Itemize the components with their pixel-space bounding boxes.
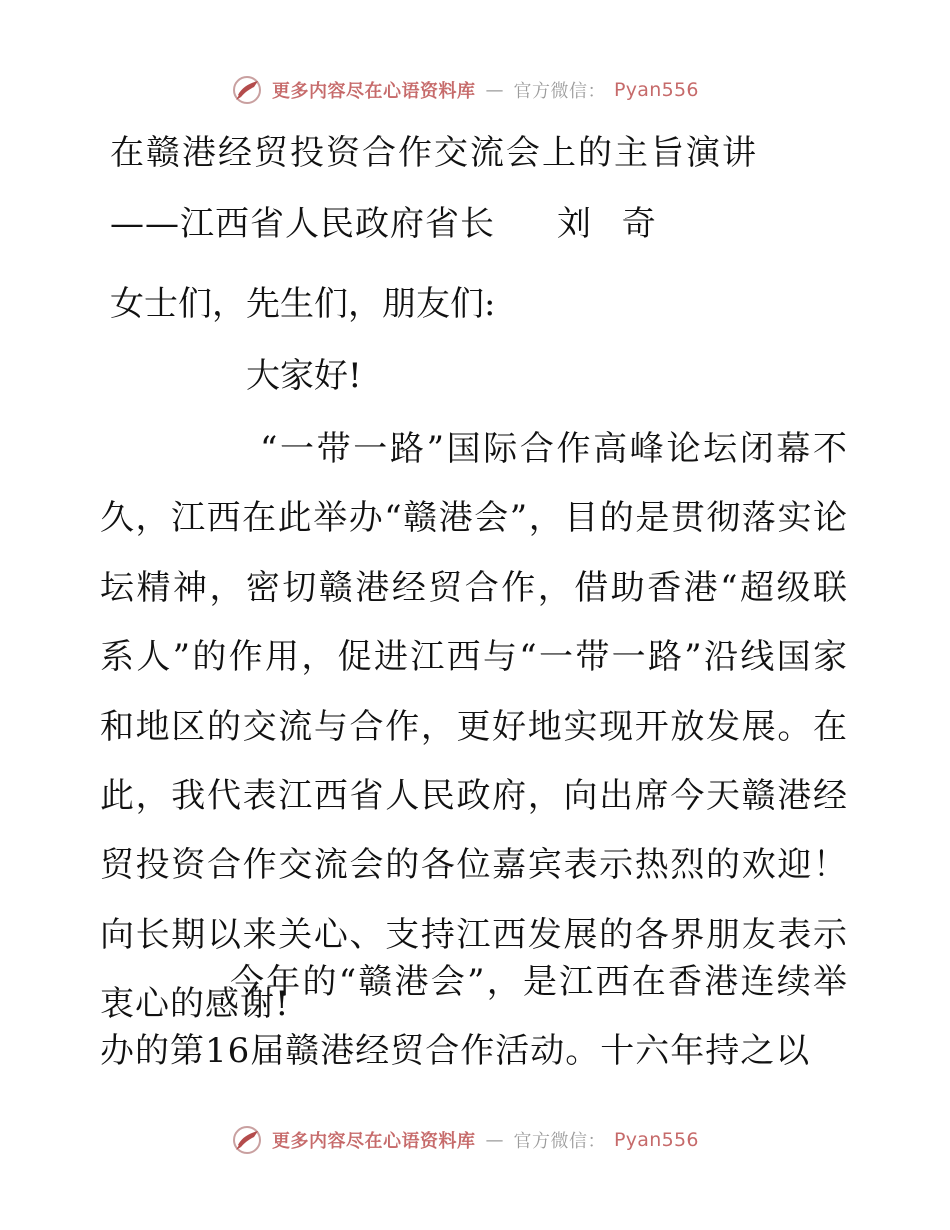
watermark-wechat-id: Pyan556 (614, 79, 699, 101)
watermark-sub-text: 官方微信： (513, 1131, 606, 1152)
document-title: 在赣港经贸投资合作交流会上的主旨演讲 (110, 133, 758, 173)
speaker-byline (110, 196, 666, 245)
watermark-wechat-id: Pyan556 (614, 1129, 699, 1151)
paragraph-2: 今年的“赣港会”，是江西在香港连续举办的第16届赣港经贸合作活动。十六年持之以 (100, 962, 848, 1072)
byline-prefix: ——江西省人民政府省长 (110, 204, 495, 244)
salutation: 女士们，先生们，朋友们: (110, 284, 496, 324)
greeting: 大家好! (246, 356, 362, 396)
watermark-dash: — (485, 79, 504, 101)
speaker-name: 刘 奇 (557, 204, 666, 244)
watermark-sub-text: 官方微信： (513, 81, 606, 102)
footer-watermark (230, 1120, 750, 1160)
paragraph-1: “一带一路”国际合作高峰论坛闭幕不久，江西在此举办“赣港会”，目的是贯彻落实论坛精神，密切赣港经贸合作，借助香港“超级联系人”的作用，促进江西与“一带一路”沿线国家和地区的交流与合作，更好地实现开放发展。在此，我代表江西省人民政府，向出席今天赣港经贸投资合作交流会的各位嘉宾表示热烈的欢迎！向长期以来关心、支持江西发展的各界朋友表示衷心的感谢! (100, 429, 848, 1025)
pen-logo-icon (230, 1123, 264, 1157)
watermark-dash: — (485, 1129, 504, 1151)
watermark-main-text: 更多内容尽在心语资料库 (272, 1131, 476, 1152)
watermark-main-text: 更多内容尽在心语资料库 (272, 81, 476, 102)
